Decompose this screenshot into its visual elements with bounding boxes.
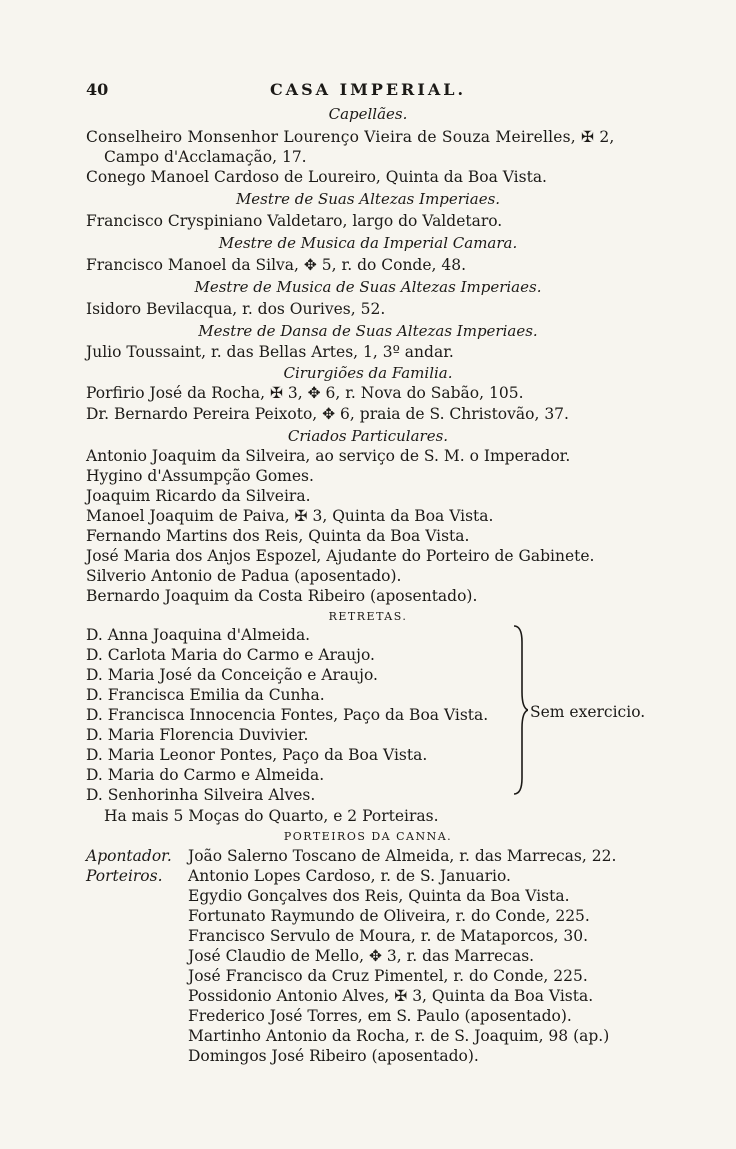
entry-line: Martinho Antonio da Rocha, r. de S. Joaquim, 98 (ap.): [188, 1027, 610, 1045]
entry-line: Isidoro Bevilacqua, r. dos Ourives, 52.: [86, 300, 386, 318]
entry-line: Conego Manoel Cardoso de Loureiro, Quinta da Boa Vista.: [86, 168, 547, 186]
entry-line: Antonio Joaquim da Silveira, ao serviço de S. M. o Imperador.: [86, 447, 571, 465]
entry-line: Domingos José Ribeiro (aposentado).: [188, 1047, 479, 1065]
entry-line: Silverio Antonio de Padua (aposentado).: [86, 567, 402, 585]
entry-line: José Claudio de Mello, ✥ 3, r. das Marrecas.: [188, 947, 535, 965]
section-heading-dansa: Mestre de Dansa de Suas Altezas Imperiaes.: [198, 322, 538, 340]
entry-line: Fernando Martins dos Reis, Quinta da Boa Vista.: [86, 527, 470, 545]
page-number: 40: [86, 80, 109, 99]
entry-line: D. Francisca Emilia da Cunha.: [86, 686, 325, 704]
section-heading-criados: Criados Particulares.: [287, 427, 449, 445]
page-title: CASA IMPERIAL.: [269, 80, 467, 99]
entry-line: José Francisco da Cruz Pimentel, r. do Conde, 225.: [188, 967, 588, 985]
entry-line: Campo d'Acclamação, 17.: [104, 148, 307, 166]
entry-line: Egydio Gonçalves dos Reis, Quinta da Boa Vista.: [188, 887, 570, 905]
entry-line: D. Francisca Innocencia Fontes, Paço da Boa Vista.: [86, 706, 489, 724]
section-heading-retretas: RETRETAS.: [328, 610, 408, 623]
porteiros-label: Porteiros.: [86, 867, 163, 885]
entry-line: João Salerno Toscano de Almeida, r. das Marrecas, 22.: [188, 847, 617, 865]
entry-line: José Maria dos Anjos Espozel, Ajudante do Porteiro de Gabinete.: [86, 547, 595, 565]
entry-line: D. Maria Leonor Pontes, Paço da Boa Vista.: [86, 746, 428, 764]
entry-line: D. Maria do Carmo e Almeida.: [86, 766, 325, 784]
entry-line: D. Carlota Maria do Carmo e Araujo.: [86, 646, 375, 664]
section-heading-musica-altezas: Mestre de Musica de Suas Altezas Imperiaes.: [194, 278, 542, 296]
apontador-label: Apontador.: [86, 847, 172, 865]
entry-line: D. Maria José da Conceição e Araujo.: [86, 666, 378, 684]
section-heading-cirurgioes: Cirurgiões da Familia.: [283, 364, 453, 382]
section-heading-porteiros: PORTEIROS DA CANNA.: [283, 830, 453, 843]
entry-line: D. Maria Florencia Duvivier.: [86, 726, 309, 744]
entry-line: Dr. Bernardo Pereira Peixoto, ✥ 6, praia de S. Christovão, 37.: [86, 405, 569, 423]
entry-line: Joaquim Ricardo da Silveira.: [86, 487, 311, 505]
entry-line: Hygino d'Assumpção Gomes.: [86, 467, 314, 485]
section-heading-mestre-altezas: Mestre de Suas Altezas Imperiaes.: [235, 190, 501, 208]
entry-line: Julio Toussaint, r. das Bellas Artes, 1, 3º andar.: [86, 343, 454, 361]
entry-line: D. Anna Joaquina d'Almeida.: [86, 626, 311, 644]
section-heading-musica-camara: Mestre de Musica da Imperial Camara.: [218, 234, 518, 252]
entry-line: Manoel Joaquim de Paiva, ✠ 3, Quinta da Boa Vista.: [86, 507, 494, 525]
entry-line: Bernardo Joaquim da Costa Ribeiro (aposentado).: [86, 587, 478, 605]
retretas-footer: Ha mais 5 Moças do Quarto, e 2 Porteiras.: [104, 807, 439, 825]
entry-line: Conselheiro Monsenhor Lourenço Vieira de Souza Meirelles, ✠ 2,: [86, 128, 615, 146]
brace-note: Sem exercicio.: [530, 703, 646, 721]
entry-line: Francisco Cryspiniano Valdetaro, largo do Valdetaro.: [86, 212, 503, 230]
section-heading-capellaes: Capellães.: [328, 105, 408, 123]
entry-line: Antonio Lopes Cardoso, r. de S. Januario.: [188, 867, 511, 885]
entry-line: D. Senhorinha Silveira Alves.: [86, 786, 316, 804]
entry-line: Frederico José Torres, em S. Paulo (aposentado).: [188, 1007, 572, 1025]
entry-line: Francisco Servulo de Moura, r. de Mataporcos, 30.: [188, 927, 589, 945]
entry-line: Possidonio Antonio Alves, ✠ 3, Quinta da Boa Vista.: [188, 987, 594, 1005]
curly-brace: [508, 622, 528, 798]
entry-line: Porfirio José da Rocha, ✠ 3, ✥ 6, r. Nova do Sabão, 105.: [86, 384, 524, 402]
entry-line: Fortunato Raymundo de Oliveira, r. do Conde, 225.: [188, 907, 590, 925]
entry-line: Francisco Manoel da Silva, ✥ 5, r. do Conde, 48.: [86, 256, 467, 274]
